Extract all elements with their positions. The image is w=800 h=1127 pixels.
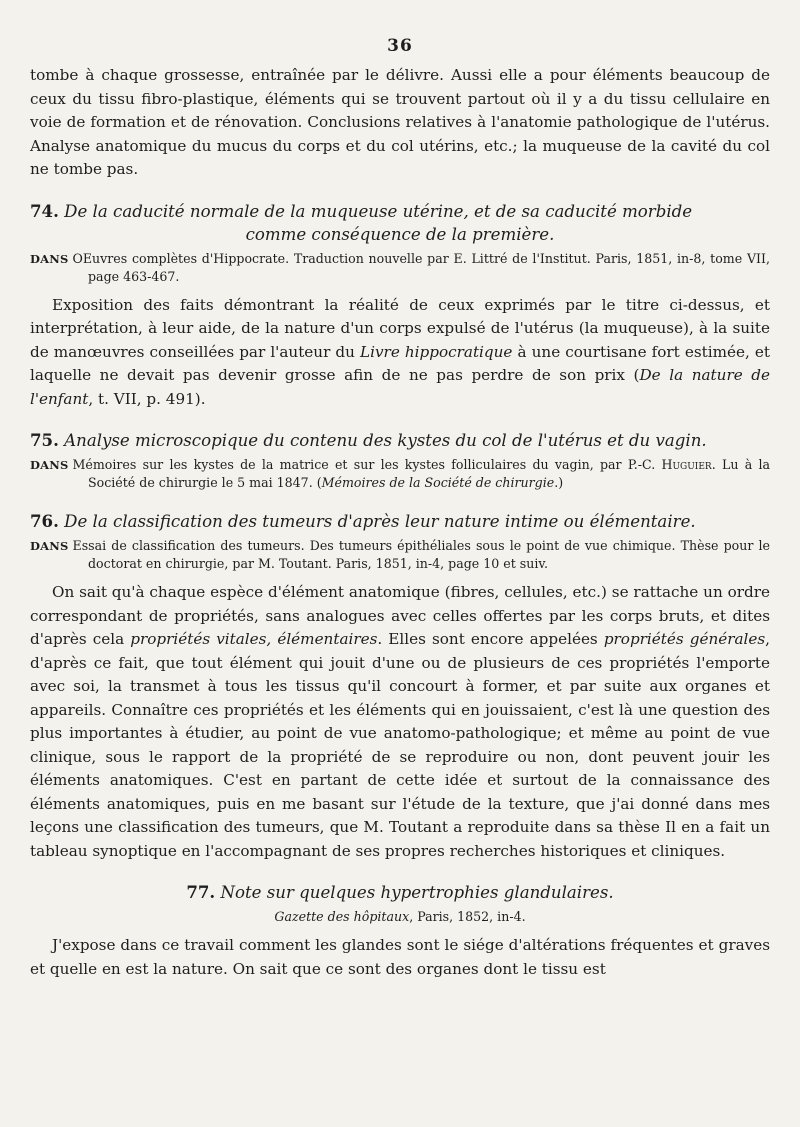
italic-term: propriétés vitales, élémentaires bbox=[130, 630, 378, 648]
italic-title: Livre hippocratique bbox=[360, 342, 513, 361]
paragraph-text: . Elles sont encore appelées bbox=[377, 630, 604, 648]
paragraph-text: On sait qu'à chaque espèce d'élément anatomique (fibres, cellules, etc.) se rattache un ordre correspondant de propriétés, sans analogues avec celles offertes par les corps bruts, et dites d'après cela bbox=[30, 583, 770, 648]
section-heading bbox=[30, 200, 770, 246]
reference-text: OEuvres complètes d'Hippocrate. Traduction nouvelle par E. Littré de l'Institut. Paris, 1851, in-8, tome VII, page 463-467. bbox=[72, 250, 770, 284]
reference bbox=[30, 456, 770, 492]
section-heading bbox=[30, 510, 770, 533]
paragraph-text: , d'après ce fait, que tout élément qui jouit d'une ou de plusieurs de ces propriétés l'emporte avec soi, la transmet à tous les tissus qu'il concourt à former, et par suite aux organes et appareils. Connaître ces propriétés et les éléments qui en jouissaient, c'est là une question des plus importantes à étudier, au point de vue anatomo-pathologique; et même au point de vue clinique, sous le rapport de la propriété de se reproduire ou non, dont peuvent jouir les éléments anatomiques. C'est en partant de cette idée et surtout de la connaissance des éléments anatomiques, puis en me basant sur l'étude de la texture, que j'ai donné dans mes leçons une classification des tumeurs, que M. Toutant a reproduite dans sa thèse Il en a fait un tableau synoptique en l'accompagnant de ses propres recherches historiques et cliniques. bbox=[30, 630, 770, 860]
section-title: De la classification des tumeurs d'après leur nature intime ou élémentaire. bbox=[64, 512, 696, 531]
section-77 bbox=[30, 881, 770, 981]
intro-paragraph: tombe à chaque grossesse, entraînée par le délivre. Aussi elle a pour éléments beaucoup de ceux du tissu fibro-plastique, éléments qui se trouvent partout où il y a du tissu cellulaire en voie de formation et de rénovation. Conclusions relatives à l'anatomie pathologique de l'utérus. Analyse anatomique du mucus du corps et du col utérins, etc.; la muqueuse de la cavité du col ne tombe pas. bbox=[30, 66, 770, 178]
reference-journal: Mémoires de la Société de chirurgie bbox=[321, 475, 555, 490]
section-number: 77. bbox=[186, 882, 216, 902]
reference-text: .) bbox=[554, 475, 564, 490]
section-paragraph bbox=[30, 294, 770, 412]
reference bbox=[30, 537, 770, 573]
section-heading bbox=[30, 881, 770, 904]
section-paragraph: J'expose dans ce travail comment les glandes sont le siége d'altérations fréquentes et graves et quelle en est la nature. On sait que ce sont des organes dont le tissu est bbox=[30, 936, 770, 978]
paragraph-text: Exposition des faits démontrant la réalité de ceux exprimés par le titre ci-dessus, et interprétation, à leur aide, de la nature d'un corps expulsé de l'utérus (la muqueuse), à la suite de manœuvres conseillées par l'auteur du bbox=[30, 295, 770, 361]
section-74 bbox=[30, 200, 770, 412]
reference-journal: Gazette des hôpitaux bbox=[274, 909, 410, 924]
reference-text: Mémoires sur les kystes de la matrice et sur les kystes folliculaires du vagin, par P.-C. bbox=[72, 457, 662, 472]
section-number: 74. bbox=[30, 200, 59, 221]
document-page bbox=[30, 36, 770, 981]
reference-prefix: DANS bbox=[30, 458, 69, 472]
italic-title: De la nature de l'enfant bbox=[30, 366, 770, 408]
reference-text: Essai de classification des tumeurs. Des tumeurs épithéliales sous le point de vue chimique. Thèse pour le doctorat en chirurgie, par M. Toutant. Paris, 1851, in-4, page 10 et suiv. bbox=[72, 538, 770, 571]
reference-prefix: DANS bbox=[30, 539, 69, 553]
section-title: Note sur quelques hypertrophies glandulaires. bbox=[220, 883, 614, 902]
italic-term: propriétés générales bbox=[603, 630, 766, 648]
reference bbox=[30, 908, 770, 926]
section-title-line2: comme conséquence de la première. bbox=[245, 224, 555, 244]
section-title: Analyse microscopique du contenu des kystes du col de l'utérus et du vagin. bbox=[64, 431, 707, 450]
reference-prefix: DANS bbox=[30, 251, 69, 266]
section-paragraph bbox=[30, 581, 770, 863]
section-heading bbox=[30, 429, 770, 452]
reference-text: , Paris, 1852, in-4. bbox=[409, 909, 526, 924]
section-number: 75. bbox=[30, 430, 59, 450]
section-number: 76. bbox=[30, 511, 59, 531]
section-title: De la caducité normale de la muqueuse utérine, et de sa caducité morbide bbox=[64, 201, 693, 221]
reference-author: Huguier bbox=[661, 457, 712, 472]
page-number: 36 bbox=[387, 36, 413, 56]
section-75 bbox=[30, 429, 770, 492]
paragraph-text: à une courtisane fort estimée, et laquelle ne devait pas devenir grosse afin de ne pas perdre de son prix ( bbox=[30, 342, 771, 384]
paragraph-text: , t. VII, p. 491). bbox=[88, 389, 206, 408]
reference bbox=[30, 250, 770, 286]
reference-text: . Lu à la Société de chirurgie le 5 mai 1847. ( bbox=[88, 457, 771, 490]
section-76 bbox=[30, 510, 770, 863]
